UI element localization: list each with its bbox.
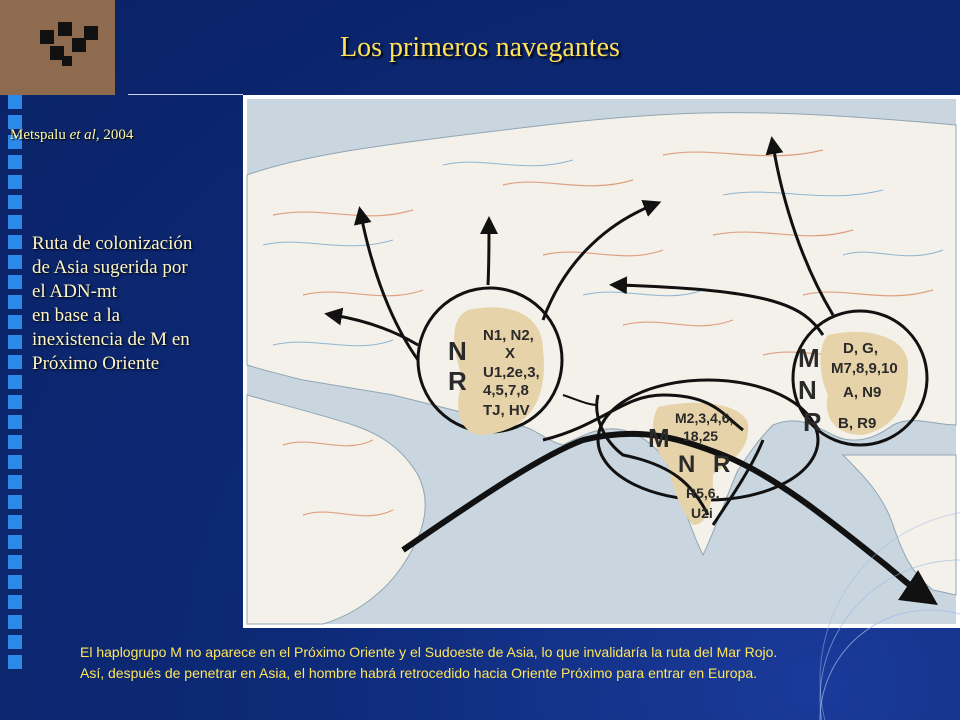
caption-line: El haplogrupo M no aparece en el Próximo Oriente y el Sudoeste de Asia, lo que invalidaría la ruta del Mar Rojo. [80, 644, 778, 660]
caption [80, 642, 880, 684]
haplogroup-label: U1,2e,3, [483, 364, 540, 381]
map-canvas [243, 95, 960, 628]
haplogroup-label: A, N9 [843, 384, 882, 401]
decorative-squares [8, 95, 26, 695]
node-m-south: M [648, 423, 670, 453]
citation-etal: et al [69, 127, 96, 143]
route-description-line: en base a la [32, 305, 121, 326]
node-r-west: R [448, 366, 467, 396]
node-m-east: M [798, 343, 820, 373]
citation-author: Metspalu [10, 127, 70, 143]
node-n-east: N [798, 375, 817, 405]
migration-map [243, 95, 960, 628]
route-description-line: el ADN-mt [32, 281, 117, 302]
route-description-line: de Asia sugerida por [32, 257, 188, 278]
haplogroup-label: B, R9 [838, 415, 877, 432]
haplogroup-label: M7,8,9,10 [831, 360, 898, 377]
haplogroup-label: N1, N2, [483, 327, 534, 344]
slide-title: Los primeros navegantes [340, 32, 620, 63]
haplogroup-label: D, G, [843, 340, 879, 357]
title-divider [128, 94, 243, 95]
route-description [32, 232, 242, 376]
haplogroup-label: X [505, 345, 516, 362]
arrow-north [488, 225, 489, 285]
haplogroup-label: R5,6, [686, 485, 720, 501]
citation-year: , 2004 [95, 127, 134, 143]
node-r-south: R [713, 451, 731, 478]
haplogroup-label: 18,25 [683, 428, 719, 444]
caption-line: Así, después de penetrar en Asia, el hombre habrá retrocedido hacia Oriente Próximo para entrar en Europa. [80, 665, 758, 681]
route-description-line: Ruta de colonización [32, 233, 193, 254]
haplogroup-label: M2,3,4,6, [675, 410, 734, 426]
citation [10, 127, 133, 144]
haplogroup-label: TJ, HV [483, 402, 530, 419]
route-description-line: inexistencia de M en [32, 329, 190, 350]
route-description-line: Próximo Oriente [32, 353, 160, 374]
node-r-east: R [803, 407, 822, 437]
haplogroup-label: 4,5,7,8 [483, 382, 529, 399]
node-n-south: N [678, 451, 696, 478]
node-n-west: N [448, 336, 467, 366]
haplogroup-label: U2i [691, 505, 713, 521]
